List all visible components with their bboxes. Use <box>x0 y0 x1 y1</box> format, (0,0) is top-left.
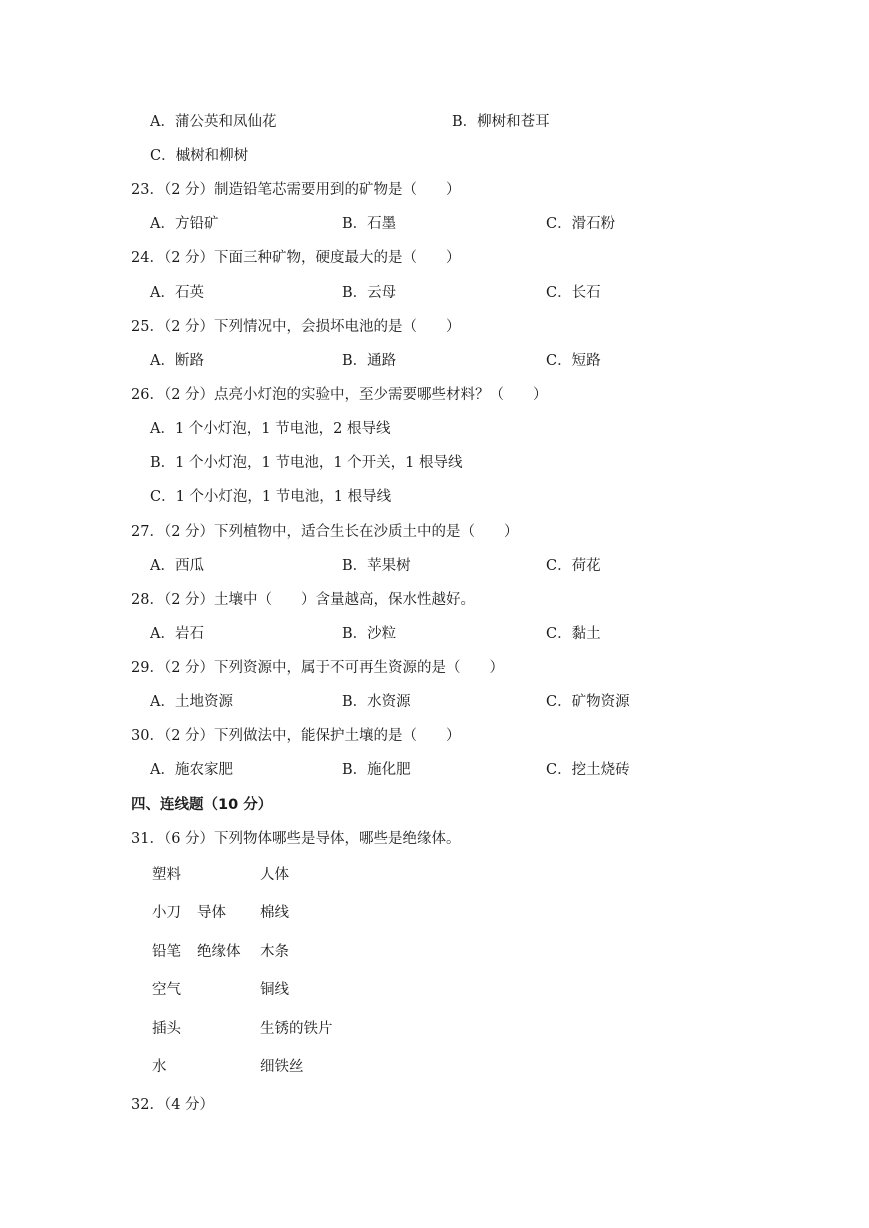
q30-option-b: B．施化肥 <box>342 762 411 778</box>
q31-middle-item: 导体 <box>197 905 226 921</box>
q31-left-item: 塑料 <box>152 867 181 883</box>
q26-option-a: A．1 个小灯泡，1 节电池，2 根导线 <box>150 421 391 437</box>
q24-option-b: B．云母 <box>342 285 397 301</box>
q29-option-b: B．水资源 <box>342 694 411 710</box>
q31-right-item: 铜线 <box>260 982 289 998</box>
q26-option-b: B．1 个小灯泡，1 节电池，1 个开关，1 根导线 <box>150 455 463 471</box>
q23-option-b: B．石墨 <box>342 216 397 232</box>
q30-option-c: C．挖土烧砖 <box>546 762 630 778</box>
q25-option-b: B．通路 <box>342 353 397 369</box>
q27-option-a: A．西瓜 <box>150 558 204 574</box>
q28-option-c: C．黏土 <box>546 626 601 642</box>
q31-left-item: 插头 <box>152 1021 181 1037</box>
q25-option-c: C．短路 <box>546 353 601 369</box>
q26-option-c: C．1 个小灯泡，1 节电池，1 根导线 <box>150 489 392 505</box>
q28-option-a: A．岩石 <box>150 626 204 642</box>
q31-right-item: 细铁丝 <box>260 1059 304 1075</box>
q22-option-b: B．柳树和苍耳 <box>452 114 550 130</box>
q24-option-a: A．石英 <box>150 285 204 301</box>
q27-option-c: C．荷花 <box>546 558 601 574</box>
q31-left-item: 水 <box>152 1059 167 1075</box>
q28-option-b: B．沙粒 <box>342 626 397 642</box>
q24-option-c: C．长石 <box>546 285 601 301</box>
q23-option-a: A．方铅矿 <box>150 216 219 232</box>
q31-middle-item: 绝缘体 <box>197 944 241 960</box>
q22-option-a: A．蒲公英和凤仙花 <box>150 114 277 130</box>
q30-stem: 30．（2 分）下列做法中，能保护土壤的是（ ） <box>131 728 461 744</box>
q24-stem: 24．（2 分）下面三种矿物，硬度最大的是（ ） <box>131 250 461 266</box>
q31-left-item: 小刀 <box>152 905 181 921</box>
q29-stem: 29．（2 分）下列资源中，属于不可再生资源的是（ ） <box>131 660 505 676</box>
q25-option-a: A．断路 <box>150 353 204 369</box>
q31-left-item: 空气 <box>152 982 181 998</box>
q28-stem: 28．（2 分）土壤中（ ）含量越高，保水性越好。 <box>131 592 476 608</box>
q30-option-a: A．施农家肥 <box>150 762 233 778</box>
q29-option-c: C．矿物资源 <box>546 694 630 710</box>
q23-stem: 23．（2 分）制造铅笔芯需要用到的矿物是（ ） <box>131 182 461 198</box>
q27-option-b: B．苹果树 <box>342 558 411 574</box>
q31-stem: 31．（6 分）下列物体哪些是导体，哪些是绝缘体。 <box>131 831 461 847</box>
q29-option-a: A．土地资源 <box>150 694 233 710</box>
q26-stem: 26．（2 分）点亮小灯泡的实验中，至少需要哪些材料？（ ） <box>131 387 548 403</box>
q31-left-item: 铅笔 <box>152 944 181 960</box>
q22-option-c: C．槭树和柳树 <box>150 148 249 164</box>
q27-stem: 27．（2 分）下列植物中，适合生长在沙质土中的是（ ） <box>131 524 519 540</box>
section-title: 四、连线题（10 分） <box>131 797 273 813</box>
q31-right-item: 生锈的铁片 <box>260 1021 333 1037</box>
q25-stem: 25．（2 分）下列情况中，会损坏电池的是（ ） <box>131 319 461 335</box>
q31-right-item: 木条 <box>260 944 289 960</box>
q23-option-c: C．滑石粉 <box>546 216 616 232</box>
q31-right-item: 棉线 <box>260 905 289 921</box>
q31-right-item: 人体 <box>260 867 289 883</box>
q32-stem: 32．（4 分） <box>131 1097 215 1113</box>
